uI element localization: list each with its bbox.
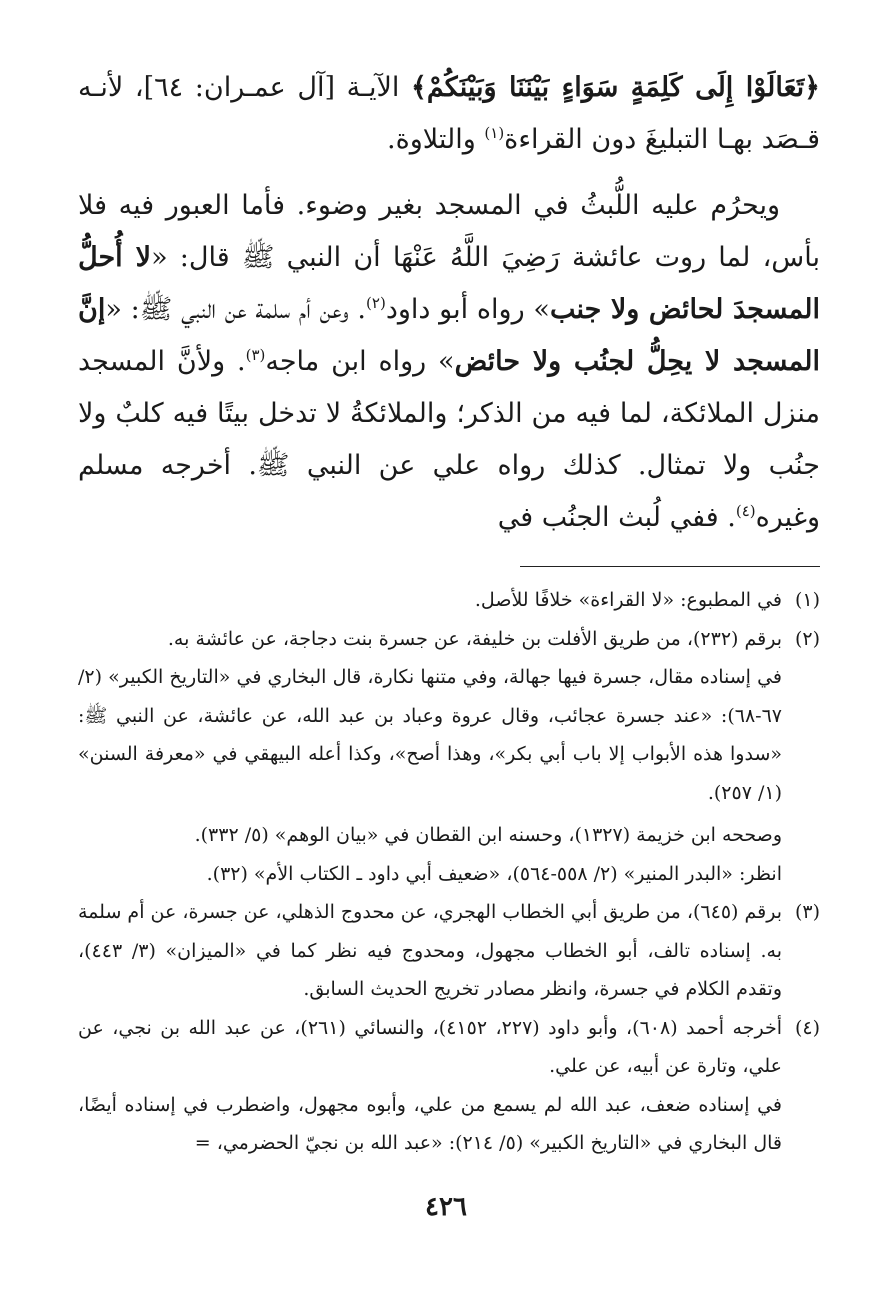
footnote-ref-4[interactable]: (٤) [735,502,756,520]
hadith-quote-1: لا أُحلُّ المسجدَ لحائض ولا جنب [78,242,820,325]
footnotes [78,581,820,1163]
hadith-quote-2: إنَّ المسجد لا يحِلُّ لجنُب ولا حائض [78,294,820,377]
paragraph-1: ﴿تَعَالَوْا إِلَى كَلِمَةٍ سَوَاءٍ بَيْنَنَا وَبَيْنَكُمْ﴾ الآيـة [آل عمـران: ٦٤]، لأنـه قـصَد بهـا التبليغَ دون القراءة$^{(١)}$ والتلاوة. [78,72,820,155]
footnote-ref-1[interactable]: (١) [484,124,505,142]
main-text [78,62,820,544]
footnote-ref-2[interactable]: (٢) [366,294,386,312]
footnote-3: (٣) برقم (٦٤٥)، من طريق أبي الخطاب الهجري، عن محدوج الذهلي، عن جسرة، عن أم سلمة به. إسناده تالف، أبو الخطاب مجهول، ومحدوج فيه نظر كما في «الميزان» (٣/ ٤٤٣)، وتقدم الكلام في جسرة، وانظر مصادر تخريج الحديث السابق. [78,893,820,1009]
page-number: ٤٢٦ [425,1192,467,1222]
paragraph-2: ويحرُم عليه اللُّبثُ في المسجد بغير وضوء. فأما العبور فيه فلا بأس، لما روت عائشة رَضِيَ اللَّهُ عَنْهَا أن النبي ﷺ قال: «لا أُحلُّ المسجدَ لحائض ولا جنب» رواه أبو داود$^{(٢)}$. وعن أم سلمة عن النبي ﷺ: «إنَّ المسجد لا يحِلُّ لجنُب ولا حائض» رواه ابن ماجه$^{(٣)}$. ولأنَّ المسجد منزل الملائكة، لما فيه من الذكر؛ والملائكةُ لا تدخل بيتًا فيه كلبٌ ولا جنُب ولا تمثال. كذلك رواه علي عن النبي ﷺ. أخرجه مسلم وغيره$^{(٤)}$. ففي لُبث الجنُب في [78,190,820,533]
footnote-number: (٣) [794,901,820,923]
footnote-ref-3[interactable]: (٣) [245,346,266,364]
footnote-4: (٤) أخرجه أحمد (٦٠٨)، وأبو داود (٢٢٧، ٤١٥٢)، والنسائي (٢٦١)، عن عبد الله بن نجي، عن علي، وتارة عن أبيه، عن علي. في إسناده ضعف، عبد الله لم يسمع من علي، وأبوه مجهول، واضطرب في إسناده أيضًا، قال البخاري في «التاريخ الكبير» (٥/ ٢١٤): «عبد الله بن نجيّ الحضرمي، = [78,1009,820,1163]
footnote-1: (١) في المطبوع: «لا القراءة» خلافًا للأصل. [78,581,820,620]
footnote-number: (٤) [794,1016,820,1039]
footnote-2: (٢) برقم (٢٣٢)، من طريق الأفلت بن خليفة، عن جسرة بنت دجاجة، عن عائشة به. في إسناده مقال، جسرة فيها جهالة، وفي متنها نكارة، قال البخاري في «التاريخ الكبير» (٢/ ٦٧-٦٨): «عند جسرة عجائب، وقال عروة وعباد بن عبد الله، عن عائشة، عن النبي ﷺ: «سدوا هذه الأبواب إلا باب أبي بكر»، وهذا أصح»، وكذا أعله البيهقي في «معرفة السنن» (١/ ٢٥٧). وصححه ابن خزيمة (١٣٢٧)، وحسنه ابن القطان في «بيان الوهم» (٥/ ٣٣٢). انظر: «البدر المنير» (٢/ ٥٥٨-٥٦٤)، «ضعيف أبي داود ـ الكتاب الأم» (٣٢). [78,620,820,894]
footnote-divider [520,566,820,567]
footnote-number: (٢) [794,627,820,650]
quran-verse: ﴿تَعَالَوْا إِلَى كَلِمَةٍ سَوَاءٍ بَيْنَنَا وَبَيْنَكُمْ﴾ [411,72,820,103]
footnote-number: (١) [794,589,820,611]
